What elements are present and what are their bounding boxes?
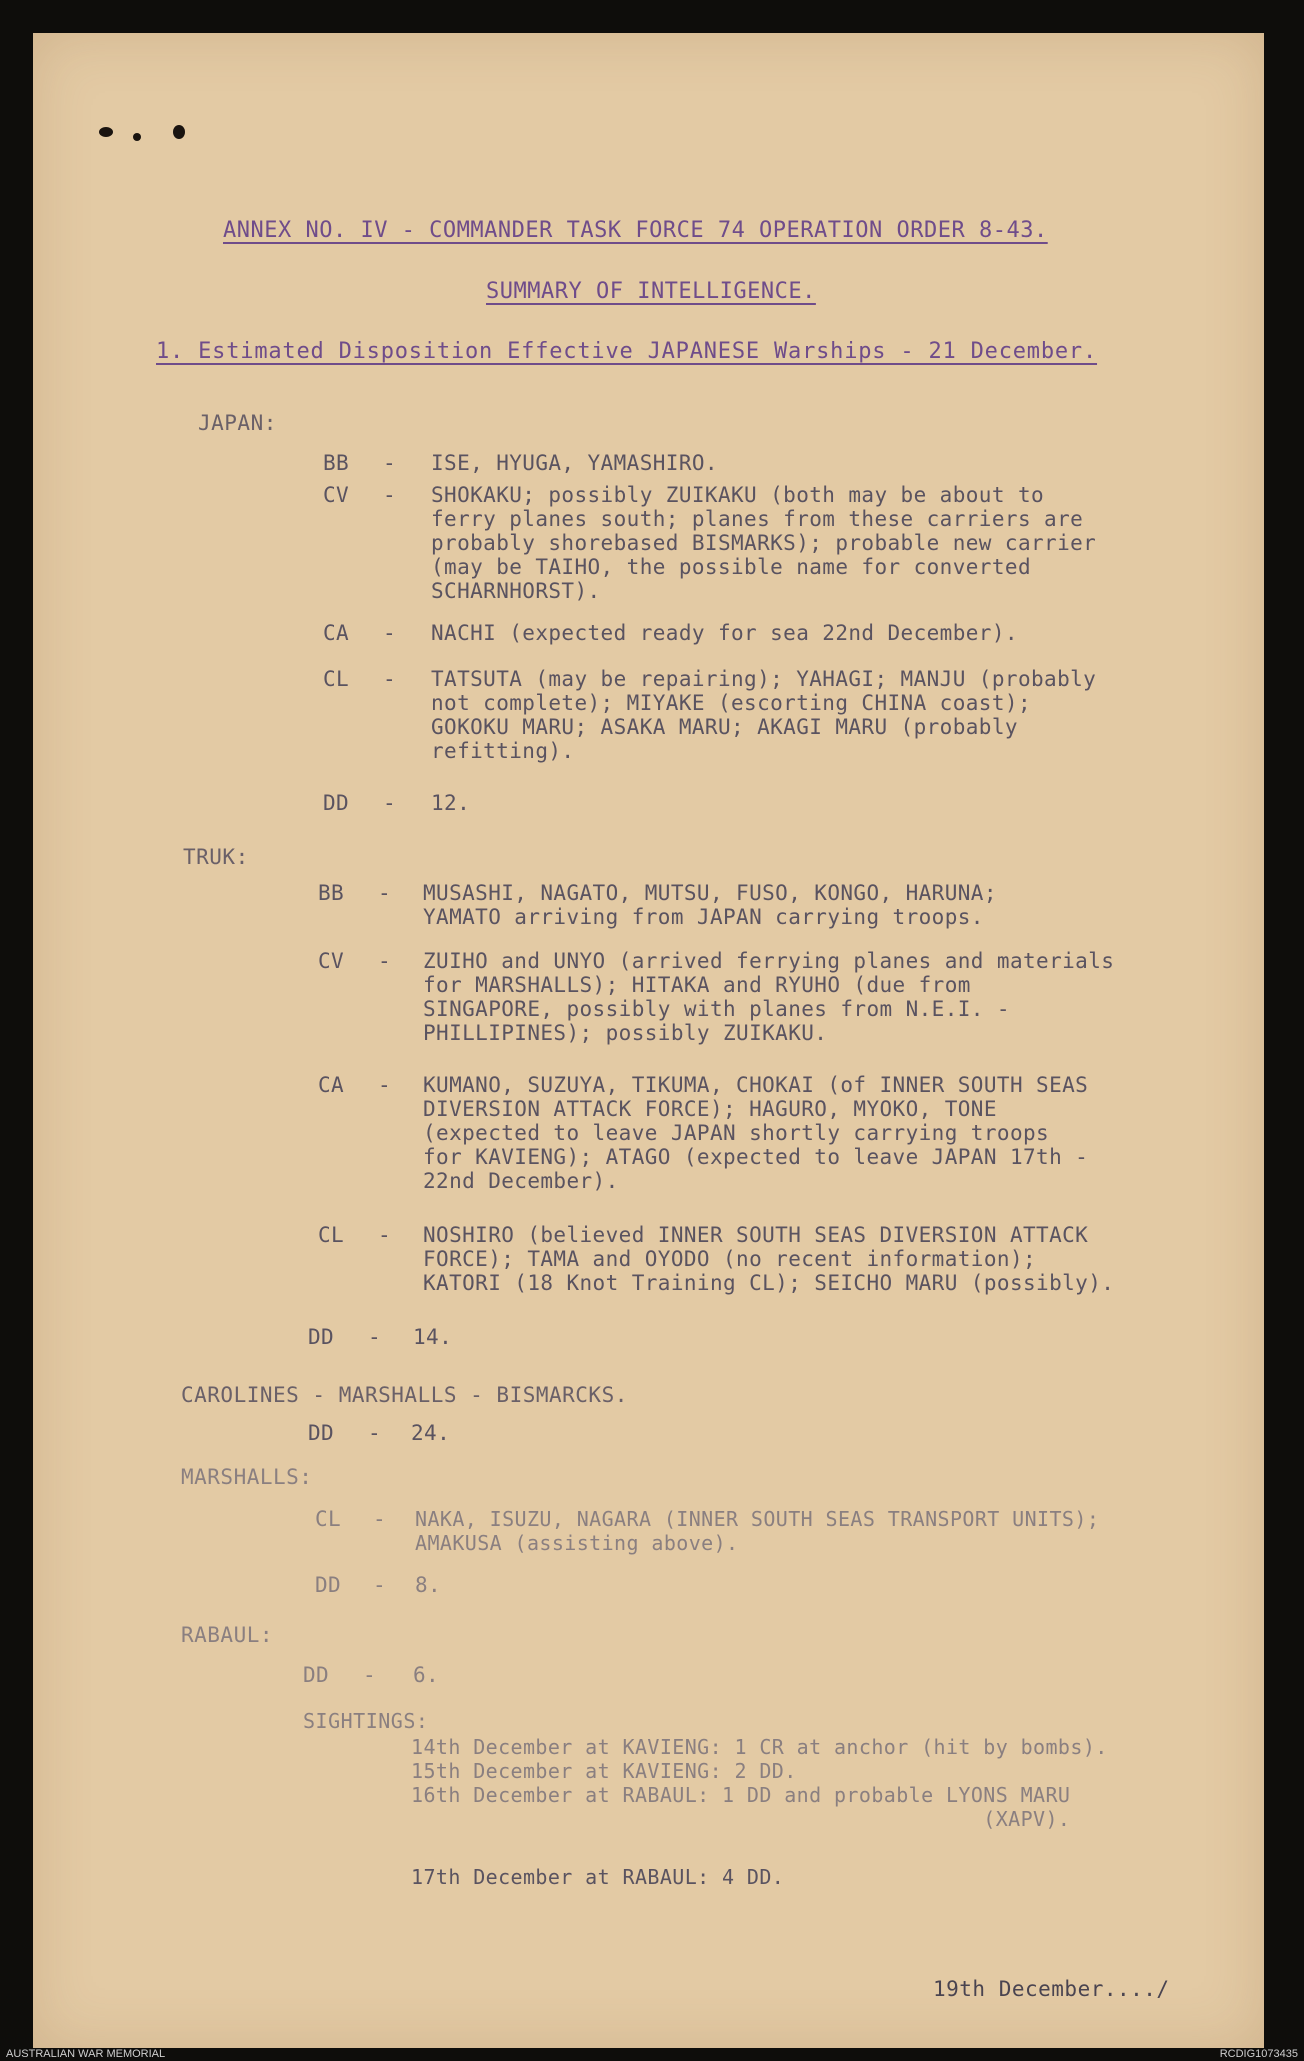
footer-right: RCDIG1073435 xyxy=(1219,2048,1298,2060)
document-body xyxy=(33,33,1264,2048)
entry-text: ISE, HYUGA, YAMASHIRO. xyxy=(431,451,718,475)
entry-sep: - xyxy=(383,621,397,645)
entry-type: CL xyxy=(315,1507,342,1531)
section-label-carolines: CAROLINES - MARSHALLS - BISMARCKS. xyxy=(181,1383,628,1407)
entry-type: DD xyxy=(323,791,350,815)
entry-text: MUSASHI, NAGATO, MUTSU, FUSO, KONGO, HARUNA; YAMATO arriving from JAPAN carrying troops. xyxy=(423,881,997,929)
entry-type: DD xyxy=(308,1325,335,1349)
entry-text: 14. xyxy=(413,1325,453,1349)
entry-text: NOSHIRO (believed INNER SOUTH SEAS DIVERSION ATTACK FORCE); TAMA and OYODO (no recent information); KATORI (18 Knot Training CL); SEICHO MARU (possibly). xyxy=(423,1223,1115,1295)
document-subtitle: SUMMARY OF INTELLIGENCE. xyxy=(486,279,816,304)
entry-type: DD xyxy=(308,1421,335,1445)
section-label-japan: JAPAN: xyxy=(198,411,277,435)
entry-text: 8. xyxy=(415,1573,442,1597)
section-label-rabaul: RABAUL: xyxy=(181,1623,274,1647)
entry-text: TATSUTA (may be repairing); YAHAGI; MANJU (probably not complete); MIYAKE (escorting CHINA coast); GOKOKU MARU; ASAKA MARU; AKAGI MARU (probably refitting). xyxy=(431,667,1097,763)
document-page xyxy=(33,33,1264,2048)
entry-text: NAKA, ISUZU, NAGARA (INNER SOUTH SEAS TRANSPORT UNITS); AMAKUSA (assisting above). xyxy=(415,1507,1100,1555)
entry-type: CA xyxy=(323,621,350,645)
entry-sep: - xyxy=(378,1223,392,1247)
entry-sep: - xyxy=(373,1507,387,1531)
entry-type: DD xyxy=(315,1573,342,1597)
section-label-truk: TRUK: xyxy=(183,845,249,869)
entry-sep: - xyxy=(383,667,397,691)
entry-sep: - xyxy=(368,1325,382,1349)
entry-type: CA xyxy=(318,1073,345,1097)
entry-text: 12. xyxy=(431,791,471,815)
entry-text: 24. xyxy=(411,1421,451,1445)
entry-sep: - xyxy=(373,1573,387,1597)
entry-sep: - xyxy=(383,451,397,475)
entry-text: 6. xyxy=(413,1663,440,1687)
entry-type: BB xyxy=(318,881,345,905)
sighting-line: 16th December at RABAUL: 1 DD and probable LYONS MARU (XAPV). xyxy=(411,1783,1071,1831)
entry-text: KUMANO, SUZUYA, TIKUMA, CHOKAI (of INNER SOUTH SEAS DIVERSION ATTACK FORCE); HAGURO, MYOKO, TONE (expected to leave JAPAN shortly carrying troops for KAVIENG); ATAGO (expected to leave JAPAN 17th - 22nd December). xyxy=(423,1073,1089,1193)
footer-left: AUSTRALIAN WAR MEMORIAL xyxy=(6,2048,166,2060)
entry-type: CL xyxy=(318,1223,345,1247)
sightings-label: SIGHTINGS: xyxy=(303,1709,429,1733)
section-heading: 1. Estimated Disposition Effective JAPANESE Warships - 21 December. xyxy=(156,339,1098,364)
entry-sep: - xyxy=(378,881,392,905)
sighting-line: 15th December at KAVIENG: 2 DD. xyxy=(411,1759,797,1783)
entry-type: CV xyxy=(318,949,345,973)
entry-text: SHOKAKU; possibly ZUIKAKU (both may be about to ferry planes south; planes from these carriers are probably shorebased BISMARKS); probable new carrier (may be TAIHO, the possible name for converted SCHARNHORST). xyxy=(431,483,1097,603)
sighting-line: 17th December at RABAUL: 4 DD. xyxy=(411,1865,785,1889)
entry-sep: - xyxy=(383,791,397,815)
entry-text: ZUIHO and UNYO (arrived ferrying planes and materials for MARSHALLS); HITAKA and RYUHO (due from SINGAPORE, possibly with planes from N.E.I. - PHILLIPINES); possibly ZUIKAKU. xyxy=(423,949,1115,1045)
entry-sep: - xyxy=(383,483,397,507)
entry-sep: - xyxy=(368,1421,382,1445)
entry-sep: - xyxy=(363,1663,377,1687)
document-title: ANNEX NO. IV - COMMANDER TASK FORCE 74 OPERATION ORDER 8-43. xyxy=(223,218,1048,243)
entry-type: BB xyxy=(323,451,350,475)
entry-sep: - xyxy=(378,1073,392,1097)
continuation-note: 19th December..../ xyxy=(933,1977,1170,2001)
section-label-marshalls: MARSHALLS: xyxy=(181,1465,313,1489)
entry-type: CV xyxy=(323,483,350,507)
sighting-line: 14th December at KAVIENG: 1 CR at anchor (hit by bombs). xyxy=(411,1735,1108,1759)
archive-footer xyxy=(0,2048,1304,2061)
entry-type: DD xyxy=(303,1663,330,1687)
entry-sep: - xyxy=(378,949,392,973)
entry-text: NACHI (expected ready for sea 22nd December). xyxy=(431,621,1018,645)
entry-type: CL xyxy=(323,667,350,691)
